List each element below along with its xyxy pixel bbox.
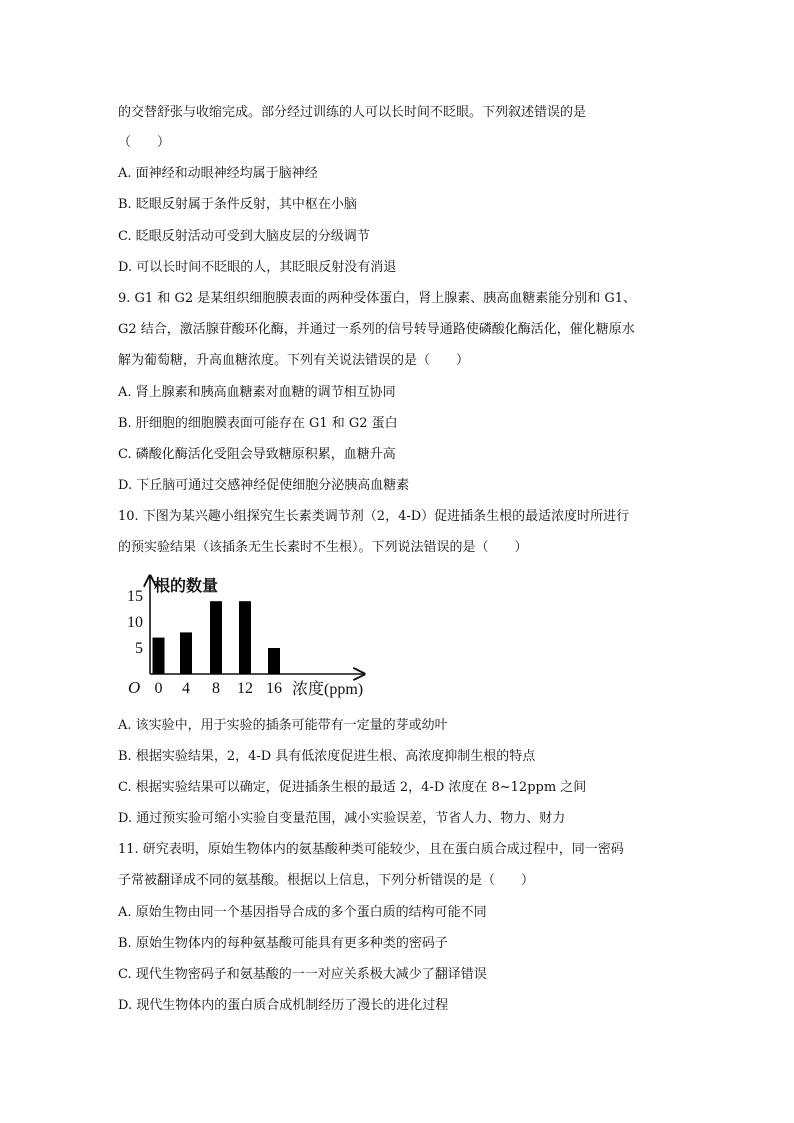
question-line: 10. 下图为某兴趣小组探究生长素类调节剂（2，4-D）促进插条生根的最适浓度时所进行 bbox=[118, 509, 630, 524]
option-line: C. 根据实验结果可以确定，促进插条生根的最适 2，4-D 浓度在 8~12ppm 之间 bbox=[118, 780, 587, 795]
text-line: 的交替舒张与收缩完成。部分经过训练的人可以长时间不眨眼。下列叙述错误的是 bbox=[118, 105, 587, 120]
option-line: B. 原始生物体内的每种氨基酸可能具有更多种类的密码子 bbox=[118, 936, 448, 951]
x-axis-label: 浓度(ppm) bbox=[292, 681, 364, 698]
bars bbox=[153, 601, 281, 674]
bar-chart bbox=[120, 570, 380, 700]
option-line: B. 眨眼反射属于条件反射，其中枢在小脑 bbox=[118, 197, 357, 212]
y-tick-label: 10 bbox=[127, 614, 143, 631]
option-line: D. 现代生物体内的蛋白质合成机制经历了漫长的进化过程 bbox=[118, 998, 449, 1013]
y-ticks bbox=[127, 588, 143, 657]
question-line: 子常被翻译成不同的氨基酸。根据以上信息，下列分析错误的是（ ） bbox=[118, 873, 535, 888]
x-tick-label: 4 bbox=[182, 680, 190, 697]
question-line: 的预实验结果（该插条无生长素时不生根）。下列说法错误的是（ ） bbox=[118, 540, 528, 555]
bar-0 bbox=[153, 638, 165, 674]
option-line: C. 磷酸化酶活化受阻会导致糖原积累，血糖升高 bbox=[118, 447, 396, 462]
x-tick-label: 8 bbox=[212, 680, 220, 697]
option-line: A. 肾上腺素和胰高血糖素对血糖的调节相互协同 bbox=[118, 385, 396, 400]
y-tick-label: 5 bbox=[135, 640, 143, 657]
option-line: C. 眨眼反射活动可受到大脑皮层的分级调节 bbox=[118, 229, 370, 244]
option-line: D. 下丘脑可通过交感神经促使细胞分泌胰高血糖素 bbox=[118, 478, 410, 493]
bar-8 bbox=[210, 601, 222, 674]
origin-label: O bbox=[128, 678, 141, 697]
option-line: C. 现代生物密码子和氨基酸的一一对应关系极大减少了翻译错误 bbox=[118, 967, 487, 982]
bar-16 bbox=[268, 648, 280, 674]
y-tick-label: 15 bbox=[127, 588, 143, 605]
option-line: D. 通过预实验可缩小实验自变量范围，减小实验误差，节省人力、物力、财力 bbox=[118, 811, 566, 826]
question-line: 解为葡萄糖，升高血糖浓度。下列有关说法错误的是（ ） bbox=[118, 353, 470, 368]
option-line: A. 该实验中，用于实验的插条可能带有一定量的芽或幼叶 bbox=[118, 718, 448, 733]
question-line: G2 结合，激活腺苷酸环化酶，并通过一系列的信号转导通路使磷酸化酶活化，催化糖原水 bbox=[118, 322, 635, 337]
option-line: B. 根据实验结果，2，4-D 具有低浓度促进生根、高浓度抑制生根的特点 bbox=[118, 749, 536, 764]
option-line: A. 原始生物由同一个基因指导合成的多个蛋白质的结构可能不同 bbox=[118, 905, 487, 920]
y-axis-label: 根的数量 bbox=[154, 578, 219, 595]
question-line: 11. 研究表明，原始生物体内的氨基酸种类可能较少，且在蛋白质合成过程中，同一密码 bbox=[118, 842, 624, 857]
bar-4 bbox=[180, 632, 192, 674]
text-line: （ ） bbox=[118, 135, 171, 150]
x-tick-label: 0 bbox=[154, 680, 163, 697]
question-line: 9. G1 和 G2 是某组织细胞膜表面的两种受体蛋白，肾上腺素、胰高血糖素能分别和 G1、 bbox=[118, 291, 637, 306]
bar-12 bbox=[239, 601, 251, 674]
option-line: A. 面神经和动眼神经均属于脑神经 bbox=[118, 166, 318, 181]
option-line: D. 可以长时间不眨眼的人，其眨眼反射没有消退 bbox=[118, 260, 397, 275]
option-line: B. 肝细胞的细胞膜表面可能存在 G1 和 G2 蛋白 bbox=[118, 416, 398, 431]
x-ticks bbox=[155, 680, 283, 697]
x-tick-label: 16 bbox=[266, 680, 282, 697]
x-tick-label: 12 bbox=[237, 680, 253, 697]
